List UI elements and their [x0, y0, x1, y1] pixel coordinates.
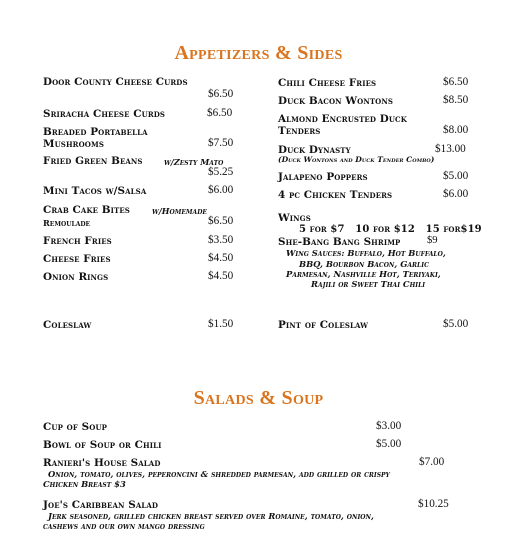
menu-item-price: $4.50 — [208, 252, 234, 264]
menu-item-name: Chili Cheese Fries — [278, 77, 377, 89]
appetizers-heading: Appetizers & Sides — [174, 42, 343, 64]
menu-item-price: $9 — [427, 235, 438, 246]
menu-item-name: Coleslaw — [43, 319, 92, 331]
menu-item-name: French Fries — [43, 235, 112, 247]
menu-item-name: Door County Cheese Curds — [43, 76, 188, 88]
menu-item-name: Mini Tacos w/Salsa — [43, 185, 147, 197]
menu-item-name: Cup of Soup — [43, 421, 108, 433]
sauce-line: Parmesan, Nashville Hot, Teriyaki, — [286, 269, 441, 279]
menu-item-price: $8.50 — [443, 94, 469, 106]
menu-item-name-line2: Tenders — [278, 125, 321, 137]
menu-item-price: $5.25 — [208, 166, 234, 178]
salad-description: cashews and our own mango dressing — [43, 521, 205, 531]
sauce-line: Rajili or Sweet Thai Chili — [311, 279, 426, 289]
menu-item-price: $5.00 — [376, 438, 402, 450]
menu-item-note-line2: Remoulade — [43, 218, 91, 228]
salads-heading: Salads & Soup — [193, 387, 324, 409]
menu-item-price: $8.00 — [443, 124, 469, 136]
wings-pricing: 5 for $7 10 for $12 15 for$19 — [299, 224, 482, 235]
menu-item-name: Pint of Coleslaw — [278, 319, 369, 331]
salad-description: Chicken Breast $3 — [43, 479, 126, 489]
sauce-line: Wing Sauces: Buffalo, Hot Buffalo, — [286, 248, 446, 258]
menu-item-name: Jalapeno Poppers — [278, 171, 368, 183]
menu-item-name: 4 pc Chicken Tenders — [278, 189, 393, 201]
menu-item-name: Duck Dynasty — [278, 144, 351, 156]
menu-item-price: $6.00 — [208, 184, 234, 196]
menu-item-name: Breaded Portabella — [43, 126, 148, 138]
menu-item-name: Wings — [278, 212, 311, 224]
menu-item-price: $13.00 — [435, 143, 466, 155]
salad-description: Jerk seasoned, grilled chicken breast served over Romaine, tomato, onion, — [48, 511, 374, 521]
menu-item-name: Duck Bacon Wontons — [278, 95, 394, 107]
menu-item-name: Ranieri's House Salad — [43, 457, 161, 469]
menu-item-price: $3.50 — [208, 234, 234, 246]
menu-item-note: w/Zesty Mato — [164, 157, 224, 167]
menu-item-price: $6.50 — [208, 88, 234, 100]
menu-item-name: Onion Rings — [43, 271, 109, 283]
menu-item-note: (Duck Wontons and Duck Tender Combo) — [278, 155, 435, 164]
menu-item-price: $3.00 — [376, 420, 402, 432]
menu-item-price: $6.50 — [443, 76, 469, 88]
menu-item-name-line2: Mushrooms — [43, 138, 104, 150]
menu-item-price: $7.50 — [208, 137, 234, 149]
menu-item-name: Bowl of Soup or Chili — [43, 439, 162, 451]
menu-item-name: Almond Encrusted Duck — [278, 113, 407, 125]
sauce-line: BBQ, Bourbon Bacon, Garlic — [299, 259, 429, 269]
menu-item-price: $6.50 — [208, 215, 234, 227]
menu-item-price: $6.50 — [207, 107, 233, 119]
menu-item-price: $1.50 — [208, 318, 234, 330]
menu-item-price: $10.25 — [418, 498, 449, 510]
menu-item-name: Fried Green Beans — [43, 155, 143, 167]
menu-item-note: w/Homemade — [152, 206, 207, 216]
menu-item-price: $7.00 — [419, 456, 445, 468]
menu-item-price: $5.00 — [443, 318, 469, 330]
menu-item-price: $5.00 — [443, 170, 469, 182]
menu-item-name: Cheese Fries — [43, 253, 111, 265]
menu-item-name: Crab Cake Bites — [43, 204, 130, 216]
salad-description: Onion, tomato, olives, peperoncini & shredded parmesan, add grilled or crispy — [48, 469, 390, 479]
menu-item-price: $6.00 — [443, 188, 469, 200]
menu-item-price: $4.50 — [208, 270, 234, 282]
menu-item-name: Sriracha Cheese Curds — [43, 108, 166, 120]
menu-item-name: She-Bang Bang Shrimp — [278, 236, 401, 248]
menu-item-name: Joe's Caribbean Salad — [43, 499, 159, 511]
